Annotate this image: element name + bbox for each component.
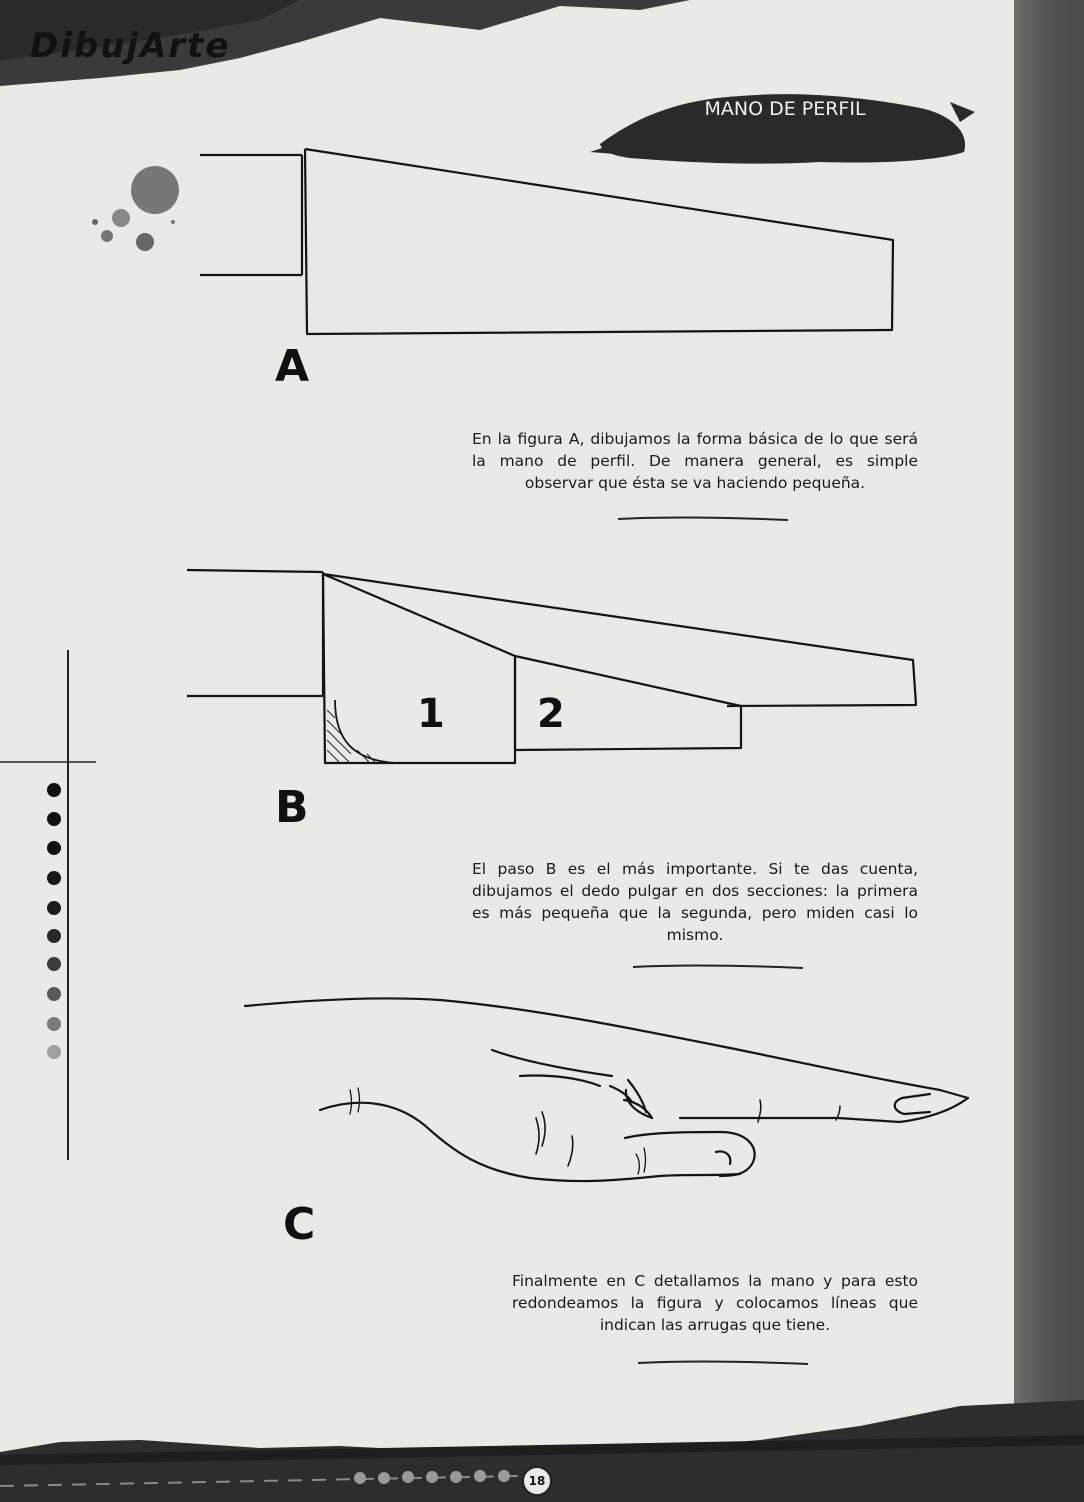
figure-a-label: A [275, 341, 310, 392]
divider-c [638, 1358, 818, 1368]
ink-splatter [85, 160, 195, 260]
page-number: 18 [522, 1466, 552, 1496]
paragraph-figure-c: Finalmente en C detallamos la mano y para esto redondeamos la figura y colocamos líneas que indican las arrugas que tiene. [512, 1272, 918, 1334]
paragraph-figure-a: En la figura A, dibujamos la forma básica de lo que será la mano de perfil. De manera general, es simple observar que ésta se va haciendo pequeña. [472, 430, 918, 492]
divider-b [633, 962, 813, 972]
section-1-label: 1 [417, 691, 445, 737]
paragraph-figure-b: El paso B es el más importante. Si te das cuenta, dibujamos el dedo pulgar en dos secciones: la primera es más pequeña que la segunda, pero miden casi lo mismo. [472, 860, 918, 944]
left-margin-decoration [0, 650, 100, 1170]
figure-c-hand-drawing [240, 990, 980, 1190]
section-2-label: 2 [537, 691, 565, 737]
title-banner [590, 82, 980, 172]
page-binding-edge [1014, 0, 1084, 1502]
brand-logo: DibujArte [30, 26, 231, 66]
page-title: MANO DE PERFIL [704, 98, 866, 120]
divider-a [618, 514, 798, 524]
figure-b-drawing [185, 560, 920, 770]
figure-b-label: B [275, 782, 309, 833]
figure-a-drawing [195, 145, 900, 345]
figure-c-label: C [283, 1199, 316, 1250]
